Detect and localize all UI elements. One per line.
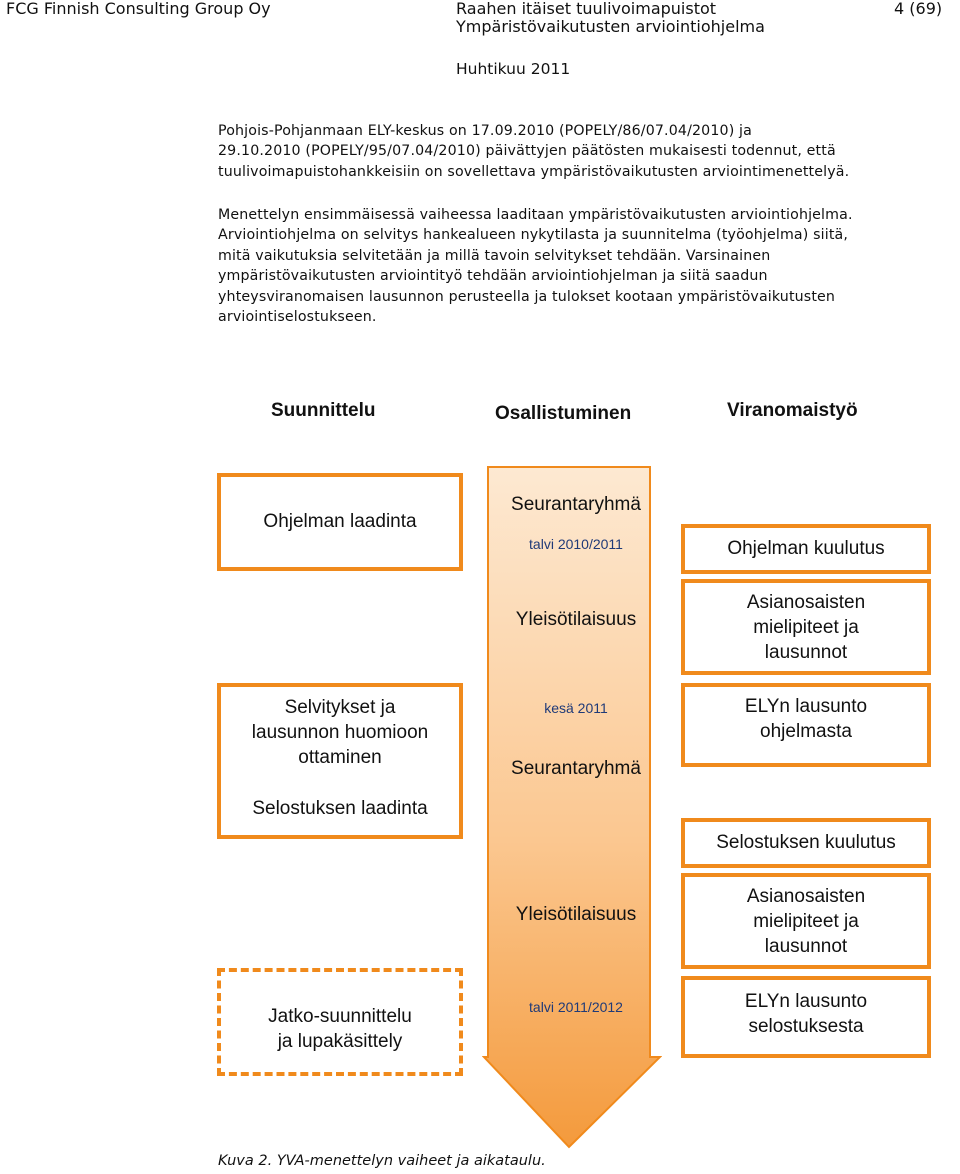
right-box-label: selostuksesta: [748, 1016, 864, 1037]
paragraph-line: 29.10.2010 (POPELY/95/07.04/2010) päivättyjen päätösten mukaisesti todennut, että: [218, 143, 836, 160]
seurantaryhma-label: Seurantaryhmä: [511, 494, 641, 515]
left-box-label: Selvitykset ja: [284, 697, 396, 718]
timeline-arrow: [482, 465, 662, 1150]
yleisotilaisuus-label: Yleisötilaisuus: [515, 609, 637, 630]
left-box-label: lausunnon huomioon: [251, 722, 429, 743]
paragraph-line: yhteysviranomaisen lausunnon perusteella ja tulokset kootaan ympäristövaikutusten: [218, 288, 836, 305]
right-box-label: Asianosaisten: [746, 592, 866, 613]
right-box-label: Selostuksen kuulutus: [716, 832, 896, 853]
paragraph-2: [218, 205, 853, 327]
paragraph-line: tuulivoimapuistohankkeisiin on sovellettava ympäristövaikutusten arviointimenettelyä.: [218, 163, 850, 180]
yleisotilaisuus-label: Yleisötilaisuus: [515, 904, 637, 925]
right-box-label: ohjelmasta: [760, 721, 852, 742]
project-subtitle: Ympäristövaikutusten arviointiohjelma: [456, 17, 765, 36]
right-box-label: mielipiteet ja: [753, 617, 859, 638]
right-box-label: mielipiteet ja: [753, 911, 859, 932]
left-box-label: Selostuksen laadinta: [252, 798, 428, 819]
date-label: kesä 2011: [544, 700, 608, 716]
date-label: talvi 2011/2012: [529, 999, 623, 1015]
paragraph-1: [218, 121, 850, 182]
paragraph-line: ympäristövaikutusten arviointityö tehdään arviointiohjelman ja siitä saadun: [218, 268, 768, 285]
right-box-label: Asianosaisten: [746, 886, 866, 907]
company-name: FCG Finnish Consulting Group Oy: [6, 0, 271, 18]
right-box-label: lausunnot: [764, 936, 848, 957]
paragraph-line: mitä vaikutuksia selvitetään ja millä tavoin selvitykset tehdään. Varsinainen: [218, 247, 771, 264]
right-box-label: Ohjelman kuulutus: [727, 538, 885, 559]
left-box-label: ja lupakäsittely: [277, 1031, 403, 1052]
right-box-label: ELYn lausunto: [744, 696, 868, 717]
right-box-label: lausunnot: [764, 642, 848, 663]
column-heading-suunnittelu: Suunnittelu: [271, 400, 376, 421]
document-date: Huhtikuu 2011: [456, 60, 571, 78]
project-title: Raahen itäiset tuulivoimapuistot: [456, 0, 717, 18]
paragraph-line: Pohjois-Pohjanmaan ELY-keskus on 17.09.2010 (POPELY/86/07.04/2010) ja: [218, 123, 752, 139]
left-box-label: Jatko-suunnittelu: [268, 1006, 412, 1027]
column-heading-viranomaistyo: Viranomaistyö: [727, 400, 858, 421]
paragraph-line: Arviointiohjelma on selvitys hankealueen nykytilasta ja suunnitelma (työohjelma) siitä,: [218, 227, 849, 244]
left-box-label: Ohjelman laadinta: [263, 511, 417, 532]
seurantaryhma-label: Seurantaryhmä: [511, 758, 641, 779]
column-heading-osallistuminen: Osallistuminen: [495, 403, 632, 424]
paragraph-line: arviointiselostukseen.: [218, 309, 377, 326]
right-box-label: ELYn lausunto: [744, 991, 868, 1012]
left-box-label: ottaminen: [298, 747, 382, 768]
paragraph-line: Menettelyn ensimmäisessä vaiheessa laaditaan ympäristövaikutusten arviointiohjelma.: [218, 207, 853, 223]
figure-caption: Kuva 2. YVA-menettelyn vaiheet ja aikataulu.: [218, 1153, 546, 1169]
page-number: 4 (69): [894, 0, 943, 18]
date-label: talvi 2010/2011: [529, 536, 623, 552]
